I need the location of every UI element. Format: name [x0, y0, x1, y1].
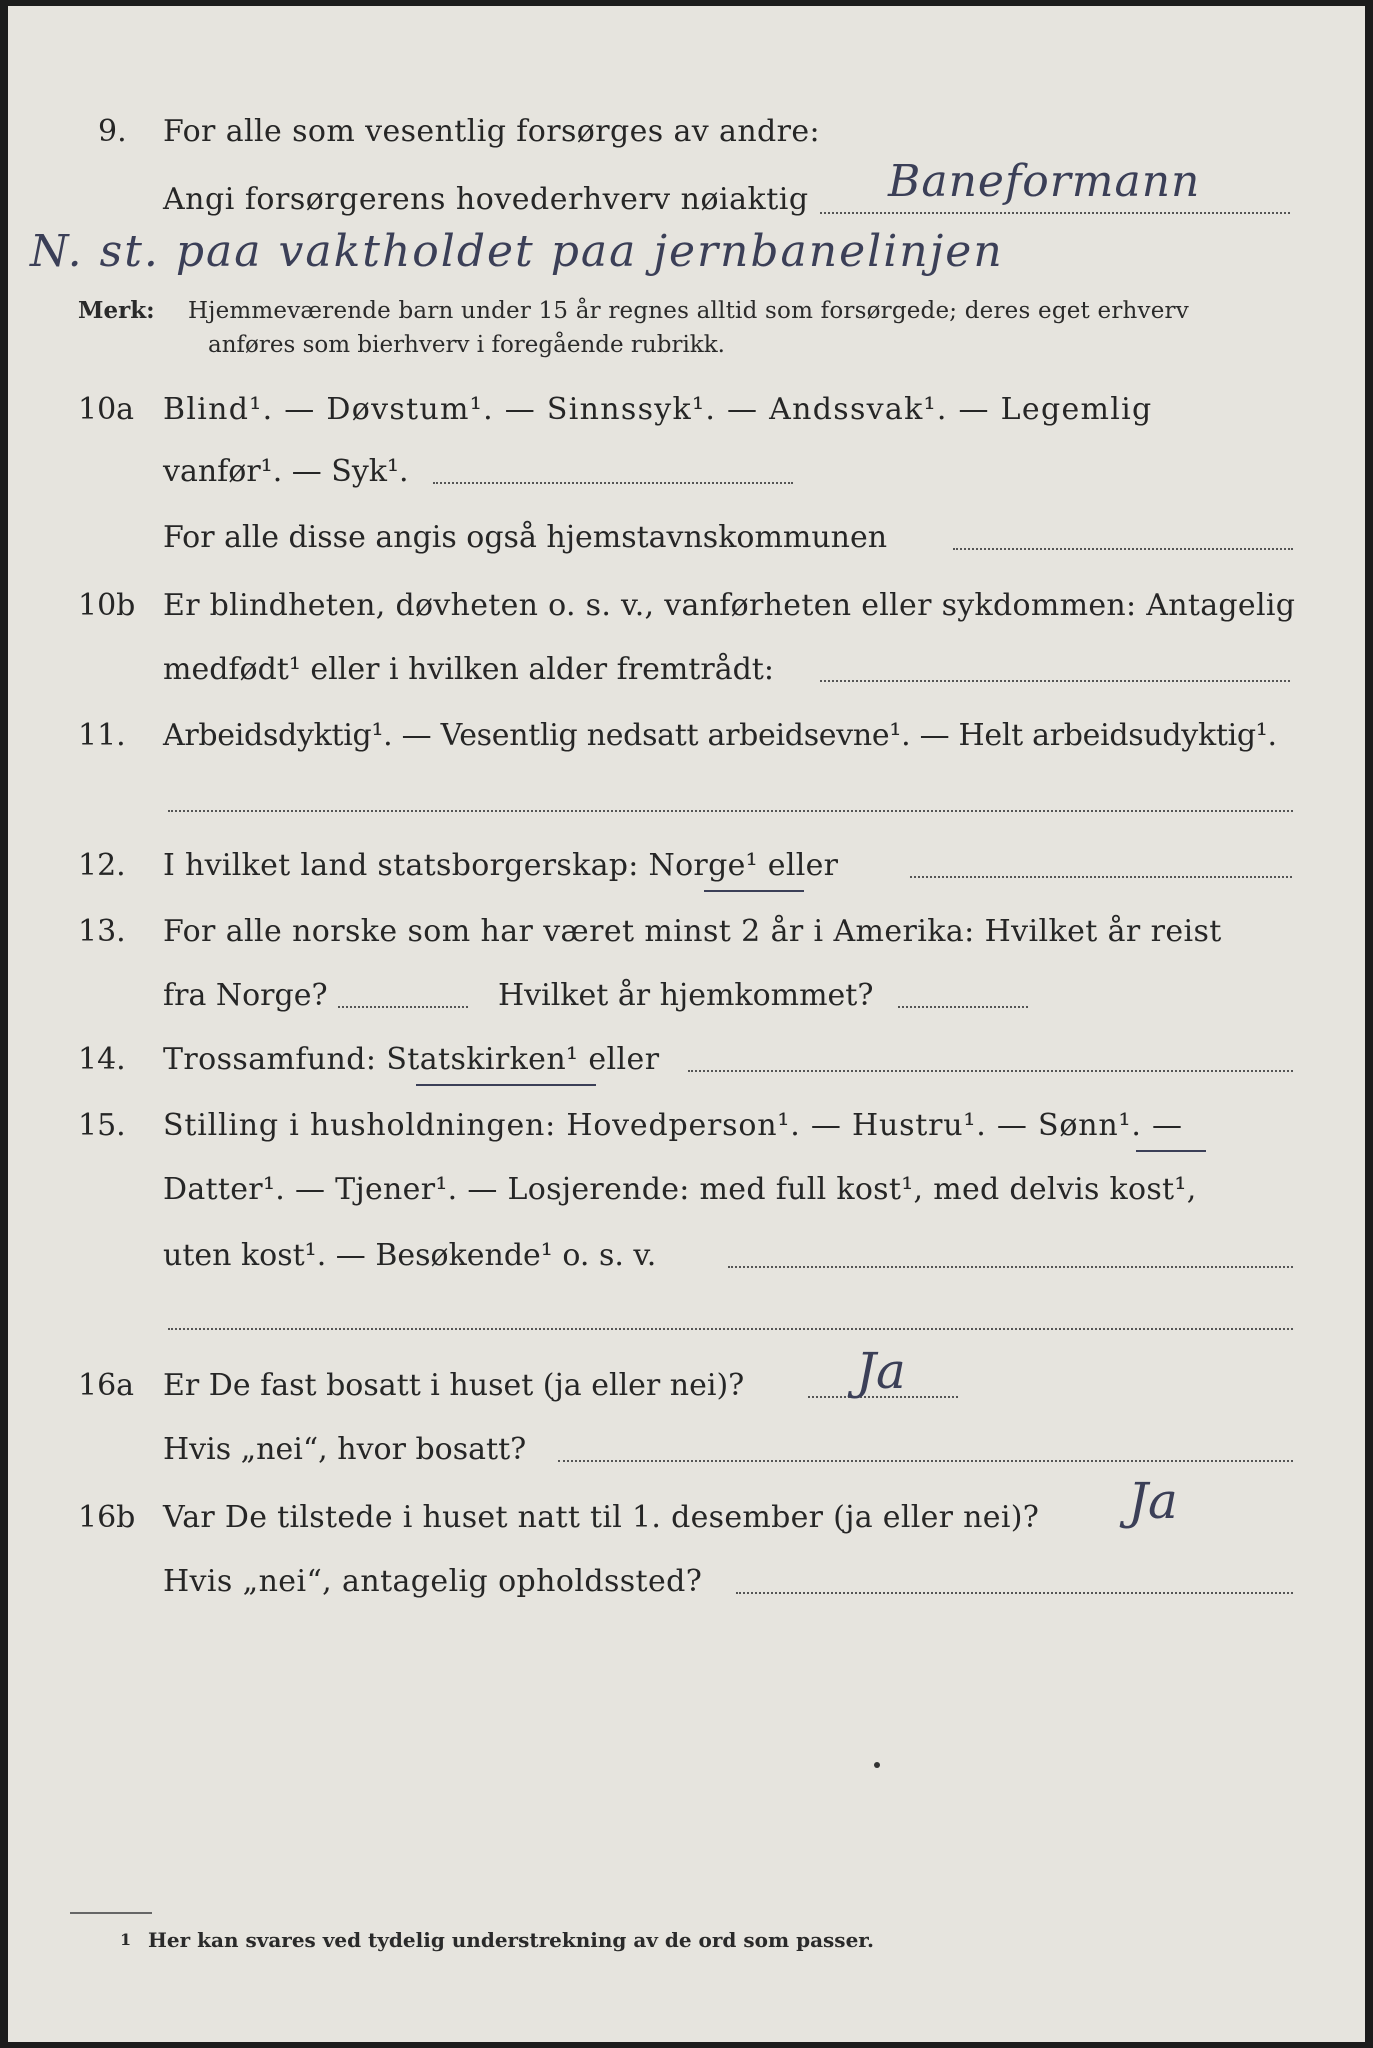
q9-line1: For alle som vesentlig forsørges av andre:: [163, 114, 821, 149]
footnote-text: Her kan svares ved tydelig understrekning av de ord som passer.: [148, 1928, 874, 1952]
q16a-number: 16a: [78, 1368, 135, 1403]
q13-line2a: fra Norge?: [163, 978, 328, 1013]
q16a-handwritten-answer: Ja: [856, 1342, 906, 1400]
q10a-hjemstavn-dotted-line: [953, 548, 1293, 550]
q10a-number: 10a: [78, 392, 135, 427]
q12-dotted-line: [910, 876, 1292, 878]
q15-line3: uten kost¹. — Besøkende¹ o. s. v.: [163, 1238, 657, 1273]
q13-number: 13.: [78, 914, 126, 949]
q10a-line2: vanfør¹. — Syk¹.: [163, 454, 409, 489]
q16a-bosatt-dotted-line: [558, 1460, 1293, 1462]
q10a-syk-dotted-line: [433, 482, 793, 484]
q9-number: 9.: [98, 114, 127, 149]
q11-dotted-line: [168, 810, 1293, 812]
q15-extra-dotted-line: [168, 1328, 1293, 1330]
q16a-line1: Er De fast bosatt i huset (ja eller nei)?: [163, 1368, 745, 1403]
q13-hjemkommet-dotted-line: [898, 1006, 1028, 1008]
q12-line1: I hvilket land statsborgerskap: Norge¹ eller: [163, 848, 839, 883]
q16b-line1: Var De tilstede i huset natt til 1. desember (ja eller nei)?: [163, 1500, 1040, 1535]
q16b-dotted-line: [736, 1592, 1293, 1594]
q10a-line1: Blind¹. — Døvstum¹. — Sinnssyk¹. — Andssvak¹. — Legemlig: [163, 392, 1153, 427]
q16a-line2: Hvis „nei“, hvor bosatt?: [163, 1432, 527, 1467]
merk-line2: anføres som bierhverv i foregående rubrikk.: [208, 332, 725, 358]
q15-number: 15.: [78, 1108, 126, 1143]
q16b-line2: Hvis „nei“, antagelig opholdssted?: [163, 1564, 703, 1599]
q13-line2b: Hvilket år hjemkommet?: [498, 978, 874, 1013]
q14-statskirken-underline: [416, 1084, 596, 1086]
q16b-handwritten-answer: Ja: [1128, 1472, 1178, 1530]
footnote-rule: [70, 1912, 152, 1914]
q15-dotted-line: [728, 1266, 1293, 1268]
merk-label: Merk:: [78, 297, 155, 324]
q9-answer-dotted-line: [820, 212, 1290, 214]
q15-line2: Datter¹. — Tjener¹. — Losjerende: med full kost¹, med delvis kost¹,: [163, 1172, 1197, 1207]
q9-handwritten-answer-1: Baneformann: [888, 156, 1201, 207]
q15-line1: Stilling i husholdningen: Hovedperson¹. — Hustru¹. — Sønn¹. —: [163, 1108, 1183, 1143]
q10b-line1: Er blindheten, døvheten o. s. v., vanførheten eller sykdommen: Antagelig: [163, 588, 1296, 623]
q11-number: 11.: [78, 718, 126, 753]
q10b-line2: medfødt¹ eller i hvilken alder fremtrådt:: [163, 652, 774, 687]
q9-handwritten-answer-2: N. st. paa vaktholdet paa jernbanelinjen: [30, 226, 1004, 277]
q14-dotted-line: [688, 1070, 1293, 1072]
q12-number: 12.: [78, 848, 126, 883]
q14-line1: Trossamfund: Statskirken¹ eller: [163, 1042, 660, 1077]
q16b-number: 16b: [78, 1500, 136, 1535]
q15-sonn-underline: [1136, 1150, 1206, 1152]
q9-line2: Angi forsørgerens hovederhverv nøiaktig: [163, 182, 809, 217]
q13-reist-dotted-line: [338, 1006, 468, 1008]
q11-line1: Arbeidsdyktig¹. — Vesentlig nedsatt arbeidsevne¹. — Helt arbeidsudyktig¹.: [163, 718, 1277, 753]
census-form-page: [8, 6, 1365, 2042]
ink-dot: [874, 1762, 880, 1768]
q14-number: 14.: [78, 1042, 126, 1077]
q10b-dotted-line: [820, 680, 1290, 682]
q12-norge-underline: [704, 890, 804, 892]
footnote-mark: 1: [120, 1930, 132, 1949]
merk-line1: Hjemmeværende barn under 15 år regnes alltid som forsørgede; deres eget erhverv: [188, 298, 1189, 324]
q10b-number: 10b: [78, 588, 136, 623]
q13-line1: For alle norske som har været minst 2 år i Amerika: Hvilket år reist: [163, 914, 1222, 949]
q10a-line3: For alle disse angis også hjemstavnskommunen: [163, 520, 888, 555]
